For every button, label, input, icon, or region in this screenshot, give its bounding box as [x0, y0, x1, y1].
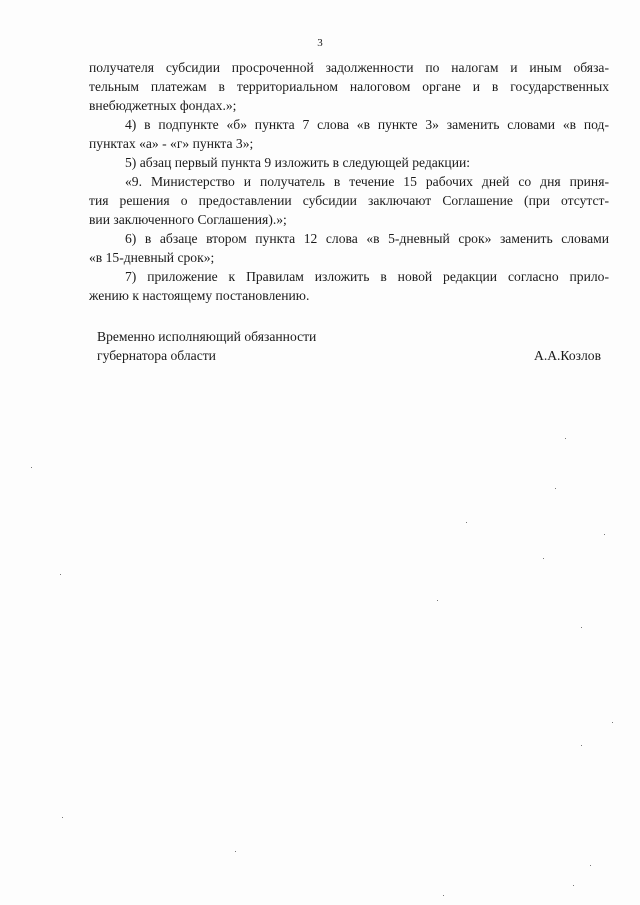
text-line: 7) приложение к Правилам изложить в новой редакции согласно прило- — [125, 269, 609, 284]
scan-speck — [31, 467, 32, 468]
text-line: жению к настоящему постановлению. — [89, 288, 310, 303]
scan-speck — [235, 851, 236, 852]
signatory-role-line-1: Временно исполняющий обязанности — [97, 329, 317, 344]
signatory-role-line-2: губернатора области — [97, 348, 216, 363]
text-line: вии заключенного Соглашения).»; — [89, 212, 287, 227]
text-line: «9. Министерство и получатель в течение 15 рабочих дней со дня приня- — [125, 174, 609, 189]
scan-speck — [565, 438, 566, 439]
text-line: тельным платежам в территориальном налоговом органе и в государственных — [89, 79, 609, 94]
scan-speck — [590, 865, 591, 866]
scan-speck — [62, 817, 63, 818]
scan-speck — [581, 627, 582, 628]
scan-speck — [555, 488, 556, 489]
scan-speck — [437, 600, 438, 601]
scan-speck — [612, 722, 613, 723]
scan-speck — [443, 895, 444, 896]
scan-speck — [543, 558, 544, 559]
text-line: «в 15-дневный срок»; — [89, 250, 215, 265]
text-line: пунктах «а» - «г» пункта 3»; — [89, 136, 254, 151]
text-line: тия решения о предоставлении субсидии заключают Соглашение (при отсутст- — [89, 193, 609, 208]
text-line: 5) абзац первый пункта 9 изложить в следующей редакции: — [125, 155, 471, 170]
scan-speck — [466, 522, 467, 523]
scan-speck — [60, 574, 61, 575]
text-line: 6) в абзаце втором пункта 12 слова «в 5-дневный срок» заменить словами — [125, 231, 609, 246]
scan-speck — [581, 745, 582, 746]
scan-speck — [573, 885, 574, 886]
signature-block — [97, 327, 607, 365]
page-number: 3 — [317, 37, 323, 49]
signatory-name: А.А.Козлов — [534, 348, 601, 363]
text-line: получателя субсидии просроченной задолженности по налогам и иным обяза- — [89, 60, 609, 75]
document-body — [89, 58, 609, 305]
scan-speck — [604, 534, 605, 535]
text-line: внебюджетных фондах.»; — [89, 98, 237, 113]
text-line: 4) в подпункте «б» пункта 7 слова «в пункте 3» заменить словами «в под- — [125, 117, 609, 132]
